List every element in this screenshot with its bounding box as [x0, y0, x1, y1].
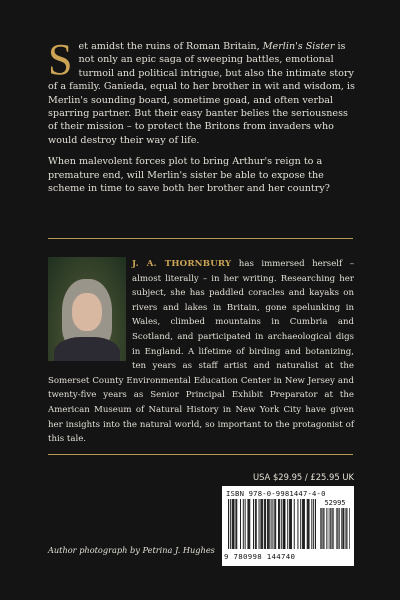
barcode-supplement-bar [332, 508, 333, 549]
barcode-supplement-bar [322, 508, 323, 549]
barcode-bar [309, 499, 310, 549]
barcode-bar [279, 499, 280, 549]
barcode-supplement-bar [336, 508, 337, 549]
barcode-supplement-bar [330, 508, 331, 549]
barcode [222, 486, 354, 566]
barcode-bar [249, 499, 250, 549]
drop-cap: S [48, 35, 73, 84]
barcode-bar [315, 499, 316, 549]
author-bio [48, 257, 354, 447]
barcode-bar [284, 499, 285, 549]
blurb-paragraph-2: When malevolent forces plot to bring Arthur's reign to a premature end, will Merlin's sister be able to expose the scheme in time to save both her brother and her country? [48, 156, 330, 195]
barcode-bar [283, 499, 284, 549]
barcode-bar [308, 499, 309, 549]
barcode-supplement-bar [326, 508, 327, 549]
barcode-bar [285, 499, 286, 549]
barcode-bar [256, 499, 257, 549]
barcode-supplement-bar [328, 508, 329, 549]
author-name: J. A. THORNBURY [132, 259, 232, 269]
blurb-paragraph-1 [48, 35, 358, 147]
barcode-bar [281, 499, 282, 549]
author-bio-text: has immersed herself – almost literally – in her writing. Researching her subject, she has paddled coracles and kayaks on rivers and lakes in Britain, gone spelunking in Wales, climbed mountains in Cumbria and Scotland, and participated in archaeological digs in England. A lifetime of birding and botanizing, ten years as staff artist and naturalist at the Somerset County Environmental Education Center in New Jersey and twenty-five years as Senior Principal Exhibit Preparator at the American Museum of Natural History in New York City have given her insights into the natural world, so important to the protagonist of this tale. [48, 259, 354, 445]
barcode-supplement-number: 52995 [324, 499, 346, 507]
barcode-supplement-bar [333, 508, 334, 549]
barcode-bar [302, 499, 303, 549]
barcode-bar [232, 499, 233, 549]
barcode-supplement-bar [341, 508, 342, 549]
barcode-bar [297, 499, 298, 549]
barcode-bar [240, 499, 241, 549]
barcode-bar [294, 499, 295, 549]
barcode-supplement-bar [344, 508, 345, 549]
barcode-bar [291, 499, 292, 549]
barcode-supplement-bar [338, 508, 339, 549]
barcode-bar [272, 499, 273, 549]
blurb-text-rest: is not only an epic saga of sweeping battles, emotional turmoil and political intrigue, but also the intimate story of a family. Ganieda, equal to her brother in wit and wisdom, is Merlin's sounding board, sometime goad, and often verbal sparring partner. But their easy banter belies the seriousness of their mission – to protect the Britons from invaders who would destroy their way of life. [48, 41, 355, 146]
barcode-bar [245, 499, 246, 549]
barcode-bar [234, 499, 235, 549]
barcode-bar [253, 499, 254, 549]
barcode-supplement-bar [346, 508, 347, 549]
barcode-bar [233, 499, 234, 549]
barcode-bar [287, 499, 288, 549]
barcode-bar [289, 499, 290, 549]
barcode-bar [264, 499, 265, 549]
barcode-supplement-bar [345, 508, 346, 549]
barcode-bar [274, 499, 275, 549]
barcode-supplement-bar [347, 508, 348, 549]
barcode-bar [304, 499, 305, 549]
barcode-bar [265, 499, 266, 549]
barcode-bar [262, 499, 263, 549]
barcode-supplement-bar [339, 508, 340, 549]
barcode-bar [236, 499, 237, 549]
barcode-bar [269, 499, 270, 549]
barcode-supplement-bar [320, 508, 321, 549]
bio-photo-spacer [48, 257, 132, 361]
barcode-supplement-bar [324, 508, 325, 549]
barcode-supplement-bar [323, 508, 324, 549]
divider-top [48, 238, 353, 239]
barcode-bar [230, 499, 231, 549]
barcode-bar [313, 499, 314, 549]
barcode-bar [271, 499, 272, 549]
barcode-supplement-bar [337, 508, 338, 549]
barcode-bar [290, 499, 291, 549]
barcode-bar [300, 499, 301, 549]
barcode-bar [260, 499, 261, 549]
barcode-bar [275, 499, 276, 549]
barcode-supplement-bar [330, 508, 331, 549]
barcode-bar [259, 499, 260, 549]
barcode-bar [311, 499, 312, 549]
barcode-supplement-bars [320, 508, 350, 549]
barcode-supplement-bar [342, 508, 343, 549]
barcode-supplement-bar [343, 508, 344, 549]
barcode-bars [228, 499, 316, 549]
divider-bottom [48, 454, 353, 455]
barcode-bar [278, 499, 279, 549]
book-title: Merlin's Sister [262, 41, 335, 52]
barcode-supplement-bar [321, 508, 322, 549]
isbn-label: ISBN 978-0-9981447-4-0 [226, 489, 326, 498]
barcode-bar [248, 499, 249, 549]
barcode-bar [267, 499, 268, 549]
barcode-bar [303, 499, 304, 549]
barcode-supplement-bar [331, 508, 332, 549]
barcode-bar [247, 499, 248, 549]
barcode-bar [255, 499, 256, 549]
photo-credit: Author photograph by Petrina J. Hughes [48, 545, 215, 555]
blurb-text-start: et amidst the ruins of Roman Britain, [78, 41, 263, 52]
barcode-bar [235, 499, 236, 549]
barcode-bar [307, 499, 308, 549]
blurb [48, 35, 358, 203]
barcode-bar [261, 499, 262, 549]
barcode-bar [228, 499, 229, 549]
barcode-supplement-bar [349, 508, 350, 549]
price-label: USA $29.95 / £25.95 UK [252, 472, 354, 482]
barcode-number: 9 780998 144740 [224, 552, 296, 561]
barcode-bar [243, 499, 244, 549]
barcode-bar [268, 499, 269, 549]
